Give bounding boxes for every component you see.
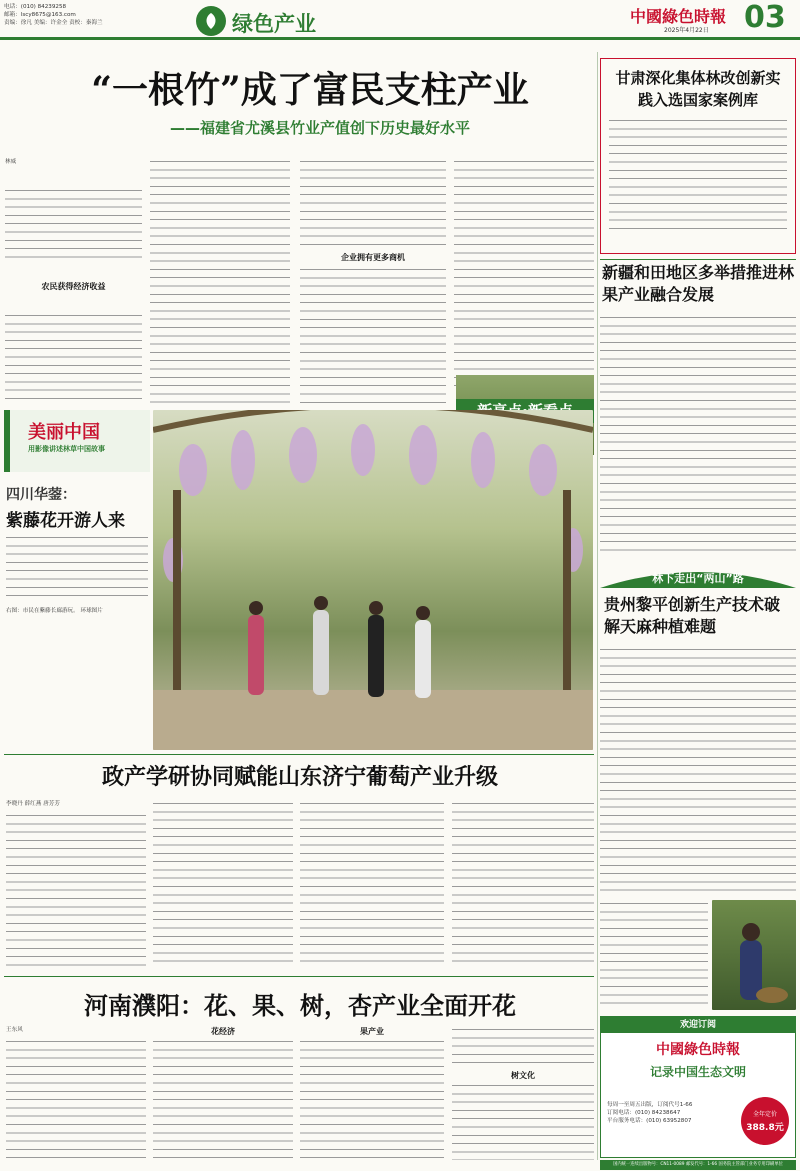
wisteria-photo <box>153 410 593 750</box>
guizhou-banner <box>600 562 796 588</box>
price-value: 388.8元 <box>746 1123 784 1133</box>
lead-subhead-1: 农民获得经济收益 <box>41 282 106 292</box>
beautiful-china-subtitle-1: 四川华蓥： <box>6 487 76 503</box>
henan-subhead-1: 花经济 <box>211 1027 235 1036</box>
header-phone: 电话：(010) 84239258 <box>4 4 67 10</box>
xinjiang-body <box>600 314 796 554</box>
guizhou-title: 贵州黎平创新生产技术破解天麻种植难题 <box>604 595 781 636</box>
subscribe-box <box>600 1016 796 1158</box>
subscribe-line-2: 订阅电话：(010) 84238647 <box>607 1110 681 1116</box>
shandong-byline: 李晓丹 薛红燕 唐芳芳 <box>6 801 60 807</box>
price-badge <box>741 1097 789 1145</box>
lead-col-1 <box>5 170 142 405</box>
xinjiang-title: 新疆和田地区多举措推进林果产业融合发展 <box>602 263 795 304</box>
header-editors: 责编：徐凡 美编：许金全 责校：秦海兰 <box>4 20 103 26</box>
beautiful-china-subtitle-2: 紫藤花开游人来 <box>6 511 125 531</box>
issue-date: 2025年4月22日 <box>664 27 709 34</box>
shandong-body-3 <box>300 800 444 968</box>
header-email: 邮箱：lscy8675@163.com <box>4 12 76 18</box>
subscribe-header: 欢迎订阅 <box>601 1017 795 1033</box>
beautiful-china-caption: 右图：市民在紫藤长廊游玩。 环球图片 <box>6 608 103 614</box>
footer-bar <box>600 1160 796 1170</box>
henan-title: 河南濮阳：花、果、树，杏产业全面开花 <box>84 991 516 1020</box>
henan-rule <box>4 976 594 977</box>
henan-body-4 <box>452 1026 594 1066</box>
henan-subhead-3: 树文化 <box>511 1071 535 1080</box>
page-number: 03 <box>744 0 786 35</box>
tianma-photo <box>712 900 796 1010</box>
header-rule <box>0 37 800 40</box>
section-title: 绿色产业 <box>232 12 316 36</box>
price-label: 全年定价 <box>752 1111 777 1118</box>
xinjiang-rule <box>600 259 796 260</box>
masthead-logo: 中國綠色時報 <box>630 7 727 26</box>
lead-col-3b <box>300 266 446 403</box>
lead-title: “一根竹”成了富民支柱产业 <box>91 69 529 111</box>
guizhou-body-2 <box>600 900 708 1010</box>
lead-subtitle: ——福建省尤溪县竹业产值创下历史最好水平 <box>169 119 470 137</box>
subscribe-masthead: 中國綠色時報 <box>656 1042 740 1058</box>
shandong-title: 政产学研协同赋能山东济宁葡萄产业升级 <box>101 764 498 790</box>
lead-byline: 林威 <box>5 159 17 165</box>
shandong-rule <box>4 754 594 755</box>
lead-col-4 <box>454 158 594 388</box>
subscribe-line-1: 每周一至周五出版，订阅代号1-66 <box>607 1102 693 1108</box>
beautiful-china-title: 美丽中国 <box>28 422 100 443</box>
henan-body-5 <box>452 1082 594 1160</box>
lead-col-3 <box>300 158 446 248</box>
beautiful-china-body <box>6 534 148 600</box>
beautiful-china-logo <box>4 410 150 472</box>
subscribe-line-3: 平台服务电话：(010) 63952807 <box>607 1118 692 1124</box>
shandong-body-1 <box>6 812 146 968</box>
gansu-box <box>600 58 796 254</box>
henan-body-3 <box>300 1038 444 1160</box>
lead-col-2 <box>150 158 290 403</box>
footer-text: 国内统一连续出版物号：CN11-0089 邮发代号：1-66 国务院主管部门业务专用印刷单位 <box>613 1162 783 1167</box>
guizhou-banner-text: 林下走出“两山”路 <box>652 572 744 585</box>
column-divider <box>597 52 598 1160</box>
lead-subhead-2: 企业拥有更多商机 <box>341 253 405 262</box>
shandong-body-4 <box>452 800 594 968</box>
shandong-body-2 <box>153 800 293 968</box>
henan-byline: 王东风 <box>6 1027 23 1033</box>
gansu-title: 甘肃深化集体林改创新实践入选国家案例库 <box>615 69 781 109</box>
henan-body-1 <box>6 1038 146 1160</box>
henan-body-2 <box>153 1038 293 1160</box>
subscribe-slogan: 记录中国生态文明 <box>649 1065 746 1079</box>
beautiful-china-sub: 用影像讲述林草中国故事 <box>28 445 105 453</box>
henan-subhead-2: 果产业 <box>360 1027 384 1036</box>
header-contacts <box>4 3 144 27</box>
leaf-icon <box>203 12 219 30</box>
guizhou-body <box>600 646 796 896</box>
